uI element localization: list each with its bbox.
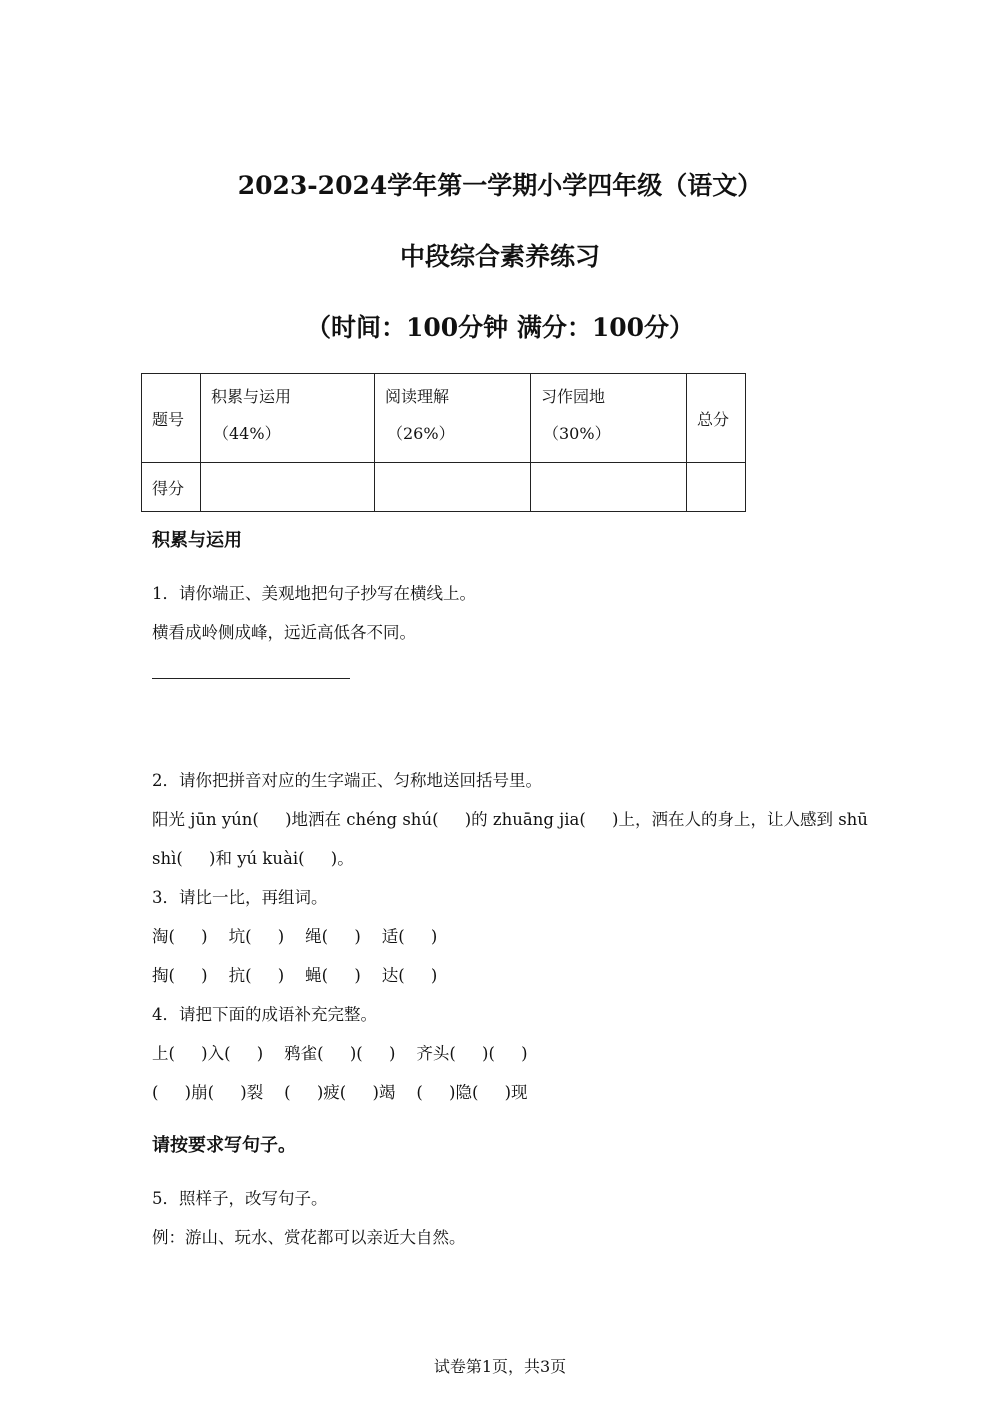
answer-line[interactable]: [152, 678, 350, 679]
score-table: [141, 373, 746, 512]
page-footer: 试卷第1页，共3页: [433, 1357, 567, 1376]
column-name: 阅读理解: [385, 387, 450, 406]
column-name: 习作园地: [541, 387, 606, 406]
column-percent: （30%）: [543, 424, 611, 443]
question-2-prompt: 2．请你把拼音对应的生字端正、匀称地送回括号里。: [152, 771, 542, 790]
question-2-line-1: 阳光 jūn yún( )地洒在 chéng shú( )的 zhuāng jia( )上，洒在人的身上，让人感到 shū: [152, 810, 868, 829]
column-percent: （26%）: [387, 424, 455, 443]
question-1-sentence: 横看成岭侧成峰，远近高低各不同。: [152, 623, 416, 642]
question-3-line-2: 掏( ) 抗( ) 蝇( ) 达( ): [152, 966, 438, 985]
column-percent: （44%）: [213, 424, 281, 443]
section-heading-sentences: 请按要求写句子。: [152, 1135, 296, 1156]
question-2-line-2: shì( )和 yú kuài( )。: [152, 849, 354, 868]
column-header-reading: [375, 374, 531, 463]
row-label-question-number: 题号: [142, 374, 201, 463]
exam-subtitle: 中段综合素养练习: [399, 242, 600, 271]
column-header-writing: [531, 374, 687, 463]
exam-time-score: （时间：100分钟 满分：100分）: [305, 313, 695, 342]
exam-title: 2023-2024学年第一学期小学四年级（语文）: [237, 171, 763, 200]
question-5-example: 例：游山、玩水、赏花都可以亲近大自然。: [152, 1228, 466, 1247]
section-heading-accumulation: 积累与运用: [152, 530, 242, 551]
question-4-line-2: ( )崩( )裂 ( )疲( )竭 ( )隐( )现: [152, 1083, 528, 1102]
score-cell-reading[interactable]: [375, 463, 531, 512]
question-3-prompt: 3．请比一比，再组词。: [152, 888, 328, 907]
question-3-line-1: 淘( ) 坑( ) 绳( ) 适( ): [152, 927, 438, 946]
question-4-prompt: 4．请把下面的成语补充完整。: [152, 1005, 377, 1024]
column-header-total: 总分: [687, 374, 746, 463]
question-5-prompt: 5．照样子，改写句子。: [152, 1189, 328, 1208]
column-header-accumulation: [201, 374, 375, 463]
row-label-score: 得分: [142, 463, 201, 512]
question-4-line-1: 上( )入( ) 鸦雀( )( ) 齐头( )( ): [152, 1044, 528, 1063]
score-cell-writing[interactable]: [531, 463, 687, 512]
score-cell-accumulation[interactable]: [201, 463, 375, 512]
column-name: 积累与运用: [211, 387, 292, 406]
score-cell-total[interactable]: [687, 463, 746, 512]
question-1-prompt: 1．请你端正、美观地把句子抄写在横线上。: [152, 584, 476, 603]
